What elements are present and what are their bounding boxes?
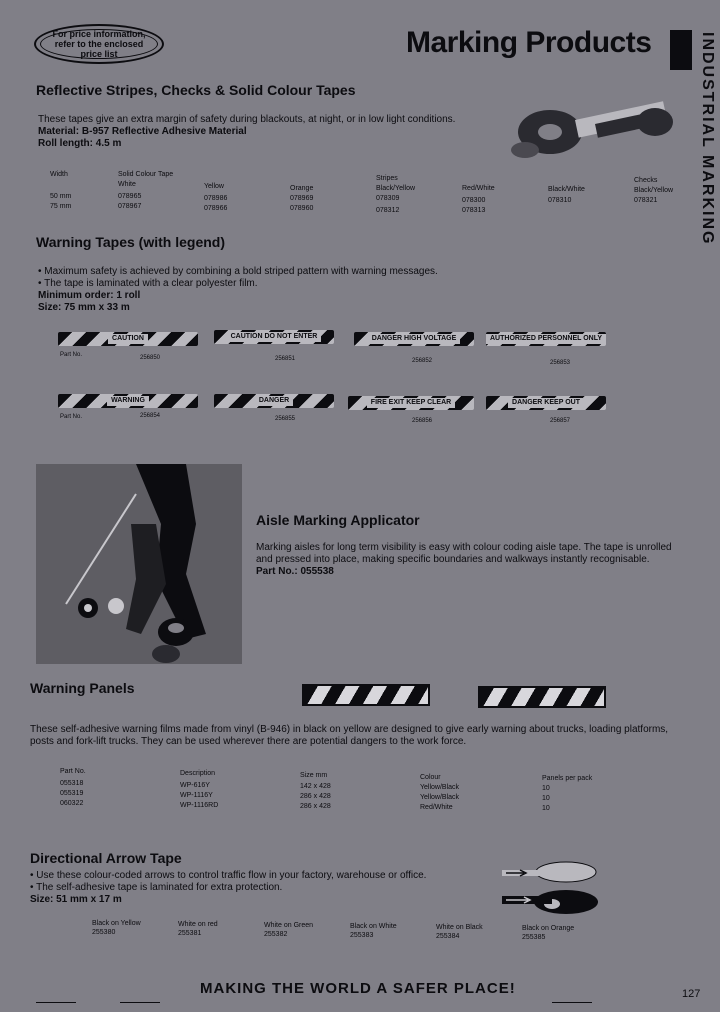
tape-part-number: 256856 (412, 418, 433, 424)
table-cell: 078312 (376, 207, 400, 214)
reflective-desc: These tapes give an extra margin of safety during blackouts, at night, or in low light conditions. (38, 114, 456, 125)
tape-part-number: 256852 (412, 358, 433, 364)
warning-tape-5 (58, 394, 198, 408)
arrow-item-label: White on Green (264, 922, 314, 929)
col-black-white: Black/White (548, 186, 585, 193)
arrow-item-label: Black on White (350, 923, 397, 930)
footer-rule (36, 1002, 76, 1003)
applicator-illustration (36, 464, 242, 664)
warning-panel-image-2 (478, 686, 606, 708)
price-note: For price information, refer to the enclosed price list (52, 29, 146, 59)
tape-image (214, 394, 334, 408)
warning-panel-image-1 (302, 684, 430, 706)
arrow-item-label: White on Black (436, 924, 483, 931)
warning-tape-6 (214, 394, 334, 408)
tape-image (486, 396, 606, 410)
table-cell: 078966 (204, 205, 228, 212)
table-cell: 75 mm (50, 203, 72, 210)
table-cell: Yellow/Black (420, 784, 460, 791)
col-width: Width (50, 171, 68, 178)
tape-legend: FIRE EXIT KEEP CLEAR (367, 398, 455, 408)
col-description: Description (180, 770, 216, 777)
tape-part-number: 256850 (140, 355, 161, 361)
tape-legend: DANGER HIGH VOLTAGE (368, 334, 461, 344)
tape-image (214, 330, 334, 344)
aisle-applicator-photo (36, 464, 242, 664)
part-no-label: Part No. (60, 352, 83, 358)
warning-tapes-title: Warning Tapes (with legend) (36, 234, 225, 250)
tape-legend: DANGER (255, 396, 293, 406)
warning-size: Size: 75 mm x 33 m (38, 302, 130, 313)
reflective-roll: Roll length: 4.5 m (38, 138, 122, 149)
warning-bullet-2: • The tape is laminated with a clear polyester film. (38, 278, 258, 289)
table-cell: 10 (542, 785, 550, 792)
warning-tape-4 (486, 332, 606, 346)
group-solid-label: Solid Colour Tape (118, 171, 174, 178)
tape-part-number: 256857 (550, 418, 571, 424)
arrow-item-label: White on red (178, 921, 218, 928)
tape-legend: AUTHORIZED PERSONNEL ONLY (486, 334, 606, 344)
tape-image (58, 332, 198, 346)
col-orange: Orange (290, 185, 314, 192)
table-cell: 142 x 428 (300, 783, 331, 790)
col-yellow: Yellow (204, 183, 224, 190)
col-colour: Colour (420, 774, 441, 781)
tape-part-number: 256855 (275, 416, 296, 422)
footer-rule (120, 1002, 160, 1003)
arrow-item-label: Black on Orange (522, 925, 575, 932)
warning-tape-3 (354, 332, 474, 346)
arrow-tape-rolls-image (498, 852, 602, 920)
arrow-item-pn: 255380 (92, 929, 116, 936)
warning-tape-1 (58, 332, 198, 346)
warning-tape-2 (214, 330, 334, 344)
group-checks-label: Checks (634, 177, 658, 184)
part-no-label: Part No. (60, 414, 83, 420)
reflective-material: Material: B-957 Reflective Adhesive Material (38, 126, 247, 137)
aisle-desc: Marking aisles for long term visibility is easy with colour coding aisle tape. The tape is unrolled and pressed into place, making specific boundaries and walkways instantly recognisable. (256, 542, 672, 565)
table-cell: WP-616Y (180, 782, 210, 789)
table-cell: 078309 (376, 195, 400, 202)
panels-desc: These self-adhesive warning films made from vinyl (B-946) in black on yellow are designed to give early warning about trucks, loading platforms, posts and fork-lift trucks. They can be used wherever there are potential dangers to the work force. (30, 724, 669, 747)
table-cell: 10 (542, 805, 550, 812)
table-cell: 060322 (60, 800, 84, 807)
group-stripes-label: Stripes (376, 175, 398, 182)
table-cell: 078960 (290, 205, 314, 212)
footer-slogan: MAKING THE WORLD A SAFER PLACE! (200, 980, 516, 997)
arrow-item-pn: 255383 (350, 932, 374, 939)
table-cell: 50 mm (50, 193, 72, 200)
table-cell: Red/White (420, 804, 453, 811)
tape-legend: CAUTION DO NOT ENTER (227, 332, 322, 342)
reflective-title: Reflective Stripes, Checks & Solid Colour Tapes (36, 82, 356, 98)
col-black-yellow: Black/Yellow (376, 185, 416, 192)
arrow-item-pn: 255385 (522, 934, 546, 941)
table-cell: WP-1116Y (180, 792, 213, 799)
tape-image (58, 394, 198, 408)
table-cell: 078967 (118, 203, 142, 210)
page-number: 127 (682, 988, 701, 1000)
tape-legend: CAUTION (108, 334, 148, 344)
footer-rule (552, 1002, 592, 1003)
price-note-oval (34, 24, 164, 64)
aisle-part-no: Part No.: 055538 (256, 566, 334, 577)
table-cell: 078965 (118, 193, 142, 200)
table-cell: Yellow/Black (420, 794, 460, 801)
warning-tape-8 (486, 396, 606, 410)
tape-legend: WARNING (107, 396, 149, 406)
table-cell: 055319 (60, 790, 84, 797)
col-checks-black-yellow: Black/Yellow (634, 187, 674, 194)
table-cell: 078310 (548, 197, 572, 204)
reflective-tape-rolls-image (505, 92, 680, 164)
arrow-size: Size: 51 mm x 17 m (30, 894, 122, 905)
warning-panels-title: Warning Panels (30, 680, 135, 696)
arrow-tape-title: Directional Arrow Tape (30, 850, 182, 866)
table-cell: WP-1116RD (180, 802, 219, 809)
warning-min-order: Minimum order: 1 roll (38, 290, 141, 301)
tape-legend: DANGER KEEP OUT (508, 398, 584, 408)
table-cell: 078986 (204, 195, 228, 202)
table-cell: 10 (542, 795, 550, 802)
arrow-item-pn: 255384 (436, 933, 460, 940)
table-cell: 286 x 428 (300, 803, 331, 810)
col-part-no: Part No. (60, 768, 86, 775)
warning-tape-7 (348, 396, 474, 410)
tape-image (354, 332, 474, 346)
arrow-item-label: Black on Yellow (92, 920, 141, 927)
tape-part-number: 256854 (140, 413, 161, 419)
arrow-bullet-2: • The self-adhesive tape is laminated for extra protection. (30, 882, 283, 893)
arrow-item-pn: 255381 (178, 930, 202, 937)
table-cell: 078313 (462, 207, 486, 214)
col-panels-per-pack: Panels per pack (542, 775, 593, 782)
arrow-bullet-1: • Use these colour-coded arrows to control traffic flow in your factory, warehouse or office. (30, 870, 427, 881)
tape-image (486, 332, 606, 346)
table-cell: 055318 (60, 780, 84, 787)
table-cell: 286 x 428 (300, 793, 331, 800)
warning-bullet-1: • Maximum safety is achieved by combining a bold striped pattern with warning messages. (38, 266, 438, 277)
aisle-title: Aisle Marking Applicator (256, 512, 420, 528)
tape-part-number: 256851 (275, 356, 296, 362)
table-cell: 078969 (290, 195, 314, 202)
table-cell: 078321 (634, 197, 658, 204)
tape-image (348, 396, 474, 410)
col-red-white: Red/White (462, 185, 495, 192)
col-white: White (118, 181, 136, 188)
side-category-label: INDUSTRIAL MARKING (699, 32, 716, 246)
arrow-item-pn: 255382 (264, 931, 288, 938)
tape-part-number: 256853 (550, 360, 571, 366)
table-cell: 078300 (462, 197, 486, 204)
col-size: Size mm (300, 772, 328, 779)
page-title: Marking Products (406, 26, 652, 59)
